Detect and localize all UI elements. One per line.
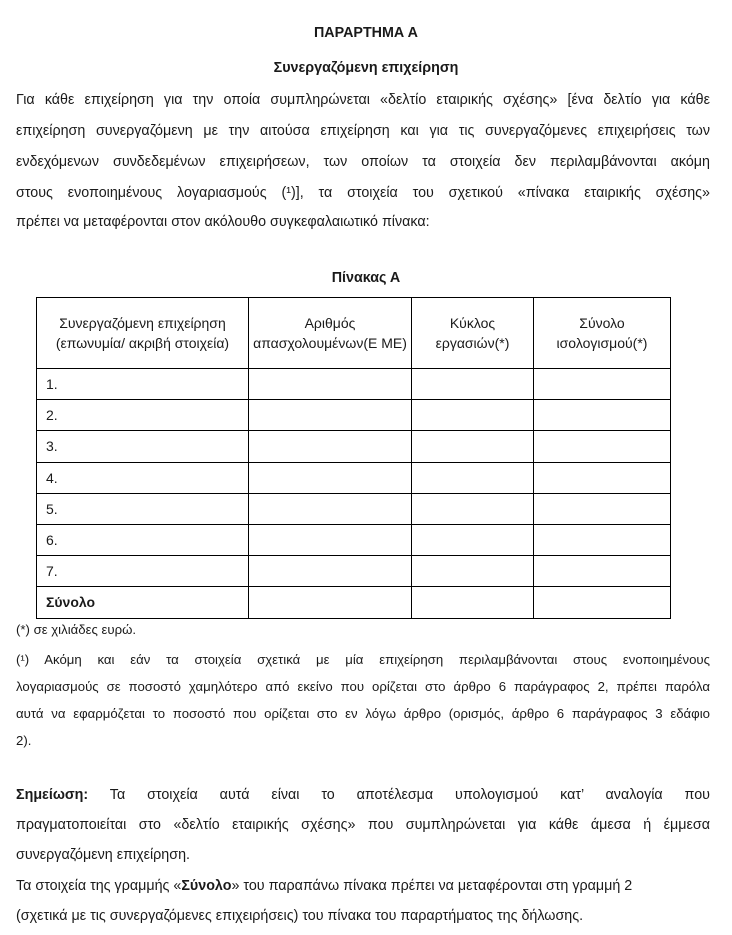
- table-cell[interactable]: [249, 524, 412, 555]
- final-line: (σχετικά με τις συνεργαζόμενες επιχειρήσεις) του πίνακα του παραρτήματος της δήλωσης.: [16, 908, 584, 924]
- table-cell[interactable]: [534, 462, 671, 493]
- total-label: Σύνολο: [37, 587, 249, 618]
- row-number: 4.: [37, 462, 249, 493]
- table-cell[interactable]: [412, 524, 534, 555]
- table-row: [37, 431, 671, 462]
- table-row: [37, 556, 671, 587]
- final-line: [16, 876, 710, 896]
- col-header-enterprise: Συνεργαζόμενη επιχείρηση (επωνυμία/ ακριβή στοιχεία): [37, 298, 249, 369]
- final-bold-total: Σύνολο: [181, 878, 232, 894]
- table-cell[interactable]: [249, 462, 412, 493]
- final-text-after: » του παραπάνω πίνακα πρέπει να μεταφέρονται στη γραμμή 2: [231, 878, 633, 894]
- intro-line: επιχείρηση συνεργαζόμενη με την αιτούσα επιχείρηση και για τις συνεργαζόμενες επιχειρήσεις των: [16, 123, 710, 139]
- table-cell[interactable]: [249, 431, 412, 462]
- intro-line: στους ενοποιημένους λογαριασμούς (¹)], τα στοιχεία του σχετικού «πίνακα εταιρικής σχέσης»: [16, 185, 710, 201]
- table-header-row: [37, 298, 671, 369]
- col-header-employees: Αριθμός απασχολουμένων(Ε ΜΕ): [249, 298, 412, 369]
- footnote-star: (*) σε χιλιάδες ευρώ.: [16, 622, 137, 637]
- table-row: [37, 524, 671, 555]
- row-number: 1.: [37, 369, 249, 400]
- table-cell[interactable]: [412, 369, 534, 400]
- col-header-balance: Σύνολο ισολογισμού(*): [534, 298, 671, 369]
- row-number: 3.: [37, 431, 249, 462]
- table-cell[interactable]: [534, 431, 671, 462]
- intro-line: ενδεχόμενων συνδεδεμένων επιχειρήσεων, των οποίων τα στοιχεία δεν περιλαμβάνονται ακόμη: [16, 154, 710, 170]
- section-subtitle: Συνεργαζόμενη επιχείρηση: [273, 60, 459, 76]
- table-cell[interactable]: [412, 462, 534, 493]
- row-number: 5.: [37, 493, 249, 524]
- table-caption: Πίνακας Α: [331, 270, 401, 286]
- table-cell[interactable]: [412, 493, 534, 524]
- final-text-before: Τα στοιχεία της γραμμής «: [16, 878, 182, 894]
- table-cell[interactable]: [412, 431, 534, 462]
- table-row: [37, 400, 671, 431]
- table-cell[interactable]: [534, 556, 671, 587]
- page-title: ΠΑΡΑΡΤΗΜΑ Α: [313, 25, 419, 41]
- table-cell[interactable]: [412, 400, 534, 431]
- table-cell[interactable]: [249, 556, 412, 587]
- row-number: 7.: [37, 556, 249, 587]
- table-cell[interactable]: [534, 524, 671, 555]
- note-line: [16, 785, 710, 805]
- table-cell[interactable]: [249, 587, 412, 618]
- table-row: [37, 462, 671, 493]
- table-total-row: [37, 587, 671, 618]
- summary-table: [36, 297, 671, 619]
- footnote-line: (¹) Ακόμη και εάν τα στοιχεία σχετικά με μία επιχείρηση περιλαμβάνονται στους ενοποιημένους: [16, 652, 710, 667]
- note-line: συνεργαζόμενη επιχείρηση.: [16, 847, 190, 863]
- footnote-line: 2).: [16, 733, 32, 748]
- intro-line: Για κάθε επιχείρηση για την οποία συμπληρώνεται «δελτίο εταιρικής σχέσης» [ένα δελτίο για κάθε: [16, 92, 710, 108]
- table-cell[interactable]: [534, 493, 671, 524]
- table-cell[interactable]: [412, 556, 534, 587]
- table-cell[interactable]: [249, 400, 412, 431]
- footnote-line: λογαριασμούς σε ποσοστό χαμηλότερο από εκείνο που ορίζεται στο άρθρο 6 παράγραφος 2, πρέπει παρόλα: [16, 679, 710, 694]
- footnote-line: αυτά να εφαρμόζεται το ποσοστό που ορίζεται στο εν λόγω άρθρο (ορισμός, άρθρο 6 παράγραφος 3 εδάφιο: [16, 706, 710, 721]
- table-cell[interactable]: [534, 587, 671, 618]
- note-text: Τα στοιχεία αυτά είναι το αποτέλεσμα υπολογισμού κατ’ αναλογία που: [88, 787, 710, 803]
- table-cell[interactable]: [249, 369, 412, 400]
- intro-line: πρέπει να μεταφέρονται στον ακόλουθο συγκεφαλαιωτικό πίνακα:: [16, 214, 430, 230]
- table-row: [37, 493, 671, 524]
- col-header-turnover: Κύκλος εργασιών(*): [412, 298, 534, 369]
- note-line: πραγματοποιείται στο «δελτίο εταιρικής σχέσης» που συμπληρώνεται για κάθε άμεσα ή έμμεσα: [16, 817, 710, 833]
- row-number: 2.: [37, 400, 249, 431]
- table-cell[interactable]: [534, 369, 671, 400]
- table-cell[interactable]: [412, 587, 534, 618]
- table-row: [37, 369, 671, 400]
- table-cell[interactable]: [534, 400, 671, 431]
- note-label: Σημείωση:: [16, 787, 89, 803]
- table-cell[interactable]: [249, 493, 412, 524]
- row-number: 6.: [37, 524, 249, 555]
